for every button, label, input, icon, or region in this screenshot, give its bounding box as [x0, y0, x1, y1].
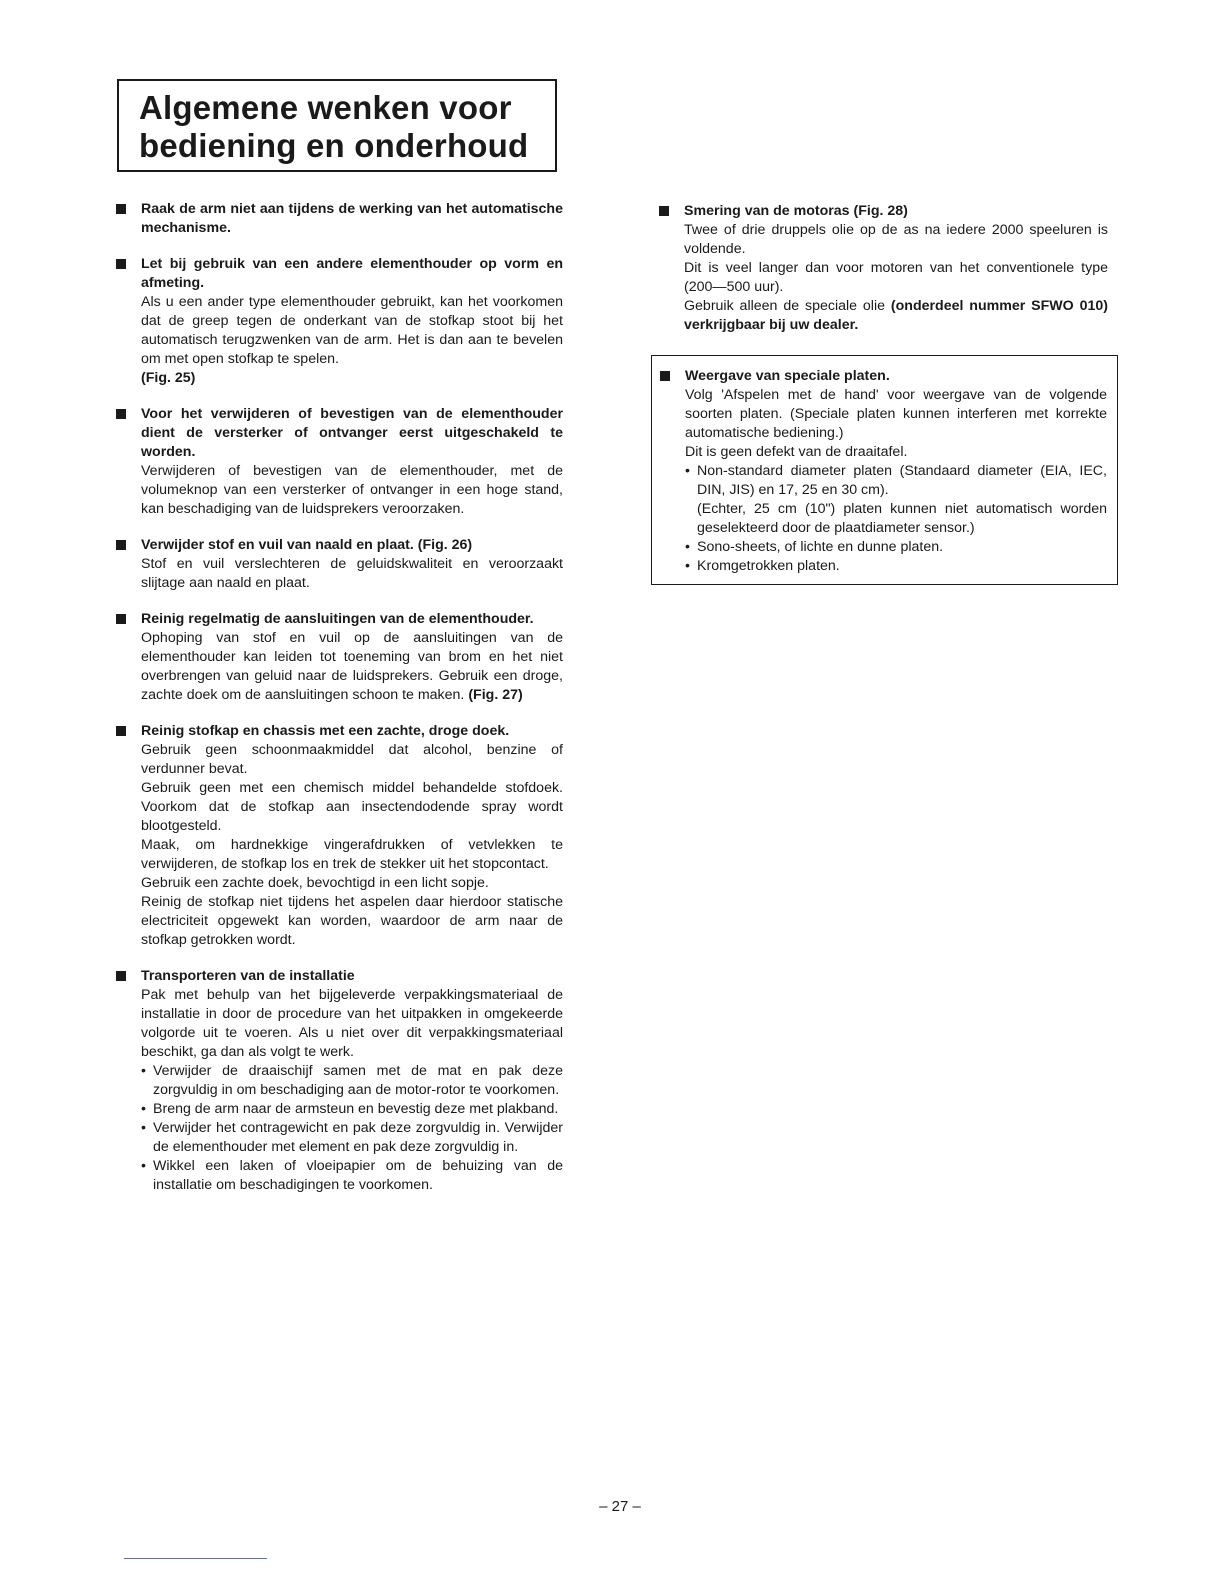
square-bullet-icon [116, 204, 126, 214]
section-heading: Let bij gebruik van een andere elementhouder op vorm en afmeting. [141, 256, 563, 291]
section-text: Gebruik alleen de speciale olie [684, 298, 891, 314]
bullet-dot-icon: • [685, 463, 690, 479]
list-item-text: Wikkel een laken of vloeipapier om de behuizing van de installatie om beschadigingen te voorkomen. [153, 1158, 563, 1193]
list-item-text: Verwijder de draaischijf samen met de mat en pak deze zorgvuldig in om beschadiging aan de motor-rotor te voorkomen. [153, 1063, 563, 1098]
section-transport [116, 967, 563, 1195]
section-cartridge-shape [116, 255, 563, 388]
section-body: Als u een ander type elementhouder gebruikt, kan het voorkomen dat de greep tegen de onderkant van de stofkap stoot bij het automatisch terugzwenken van de arm. Het is dan aan te bevelen om met open stofkap te spelen. [141, 294, 563, 367]
bullet-dot-icon: • [141, 1101, 146, 1117]
figure-reference: (Fig. 25) [141, 370, 196, 386]
bullet-dot-icon: • [685, 539, 690, 555]
section-clean-dustcover [116, 722, 563, 950]
section-paragraph: Twee of drie druppels olie op de as na iedere 2000 speeluren is voldende. [684, 222, 1108, 257]
section-body: Pak met behulp van het bijgeleverde verpakkingsmateriaal de installatie in door de procedure van het uitpakken in omgekeerde volgorde uit te voeren. Als u niet over dit verpakkingsmateriaal beschikt, ga dan als volgt te werk. [141, 987, 563, 1060]
list-item [685, 538, 1107, 557]
section-motor-lubrication [659, 202, 1108, 335]
section-clean-connections [116, 610, 563, 705]
square-bullet-icon [116, 726, 126, 736]
section-heading: Verwijder stof en vuil van naald en plaat. (Fig. 26) [141, 537, 473, 553]
section-body: Verwijderen of bevestigen van de elementhouder, met de volumeknop van een versterker of ontvanger in een hoge stand, kan beschadiging van de luidsprekers veroorzaken. [141, 463, 563, 517]
section-dust-removal [116, 536, 563, 593]
part-number-text: (onderdeel nummer SFWO 010) verkrijgbaar bij uw dealer. [684, 298, 1108, 333]
square-bullet-icon [659, 206, 669, 216]
square-bullet-icon [116, 971, 126, 981]
list-item [685, 462, 1107, 538]
page-title-line-2: bediening en onderhoud [139, 127, 529, 164]
section-heading: Smering van de motoras (Fig. 28) [684, 203, 908, 219]
section-paragraph: Gebruik geen schoonmaakmiddel dat alcohol, benzine of verdunner bevat. [141, 742, 563, 777]
page-number: – 27 – [599, 1498, 641, 1515]
square-bullet-icon [116, 409, 126, 419]
list-item-text: Sono-sheets, of lichte en dunne platen. [697, 539, 944, 555]
section-paragraph: Dit is geen defekt van de draaitafel. [685, 444, 908, 460]
section-heading: Raak de arm niet aan tijdens de werking van het automatische mechanisme. [141, 201, 563, 236]
special-records-box [651, 355, 1118, 585]
section-paragraph: Gebruik een zachte doek, bevochtigd in een licht sopje. [141, 875, 489, 891]
section-amplifier-off [116, 405, 563, 519]
section-paragraph: Maak, om hardnekkige vingerafdrukken of vetvlekken te verwijderen, de stofkap los en trek de stekker uit het stopcontact. [141, 837, 563, 872]
list-item [685, 557, 1107, 576]
section-paragraph: Gebruik geen met een chemisch middel behandelde stofdoek. Voorkom dat de stofkap aan insectendodende spray wordt blootgesteld. [141, 780, 563, 834]
right-column [659, 202, 1108, 585]
section-paragraph [684, 297, 1108, 335]
section-paragraph: Volg 'Afspelen met de hand' voor weergave van de volgende soorten platen. (Speciale platen kunnen interferen met korrekte automatische bediening.) [685, 387, 1107, 441]
list-item-text: Non-standard diameter platen (Standaard diameter (EIA, IEC, DIN, JIS) en 17, 25 en 30 cm). [697, 463, 1107, 498]
section-heading: Reinig regelmatig de aansluitingen van de elementhouder. [141, 611, 534, 627]
section-heading: Weergave van speciale platen. [685, 368, 890, 384]
left-column [116, 200, 563, 1212]
figure-reference: (Fig. 27) [468, 687, 523, 703]
bullet-dot-icon: • [685, 558, 690, 574]
footer-rule [124, 1558, 267, 1559]
bullet-dot-icon: • [141, 1063, 146, 1079]
section-arm-warning [116, 200, 563, 238]
section-paragraph: Dit is veel langer dan voor motoren van het conventionele type (200—500 uur). [684, 260, 1108, 295]
section-heading: Reinig stofkap en chassis met een zachte, droge doek. [141, 723, 510, 739]
list-item [141, 1062, 563, 1100]
list-item-text: Kromgetrokken platen. [697, 558, 840, 574]
section-heading: Transporteren van de installatie [141, 968, 355, 984]
section-body [141, 629, 563, 705]
list-item-text: Breng de arm naar de armsteun en bevestig deze met plakband. [153, 1101, 559, 1117]
section-paragraph: Reinig de stofkap niet tijdens het aspelen daar hierdoor statische electriciteit opgewekt kan worden, waardoor de arm naar de stofkap getrokken wordt. [141, 894, 563, 948]
bullet-dot-icon: • [141, 1120, 146, 1136]
section-special-records [660, 367, 1107, 576]
list-item [141, 1157, 563, 1195]
section-body: Stof en vuil verslechteren de geluidskwaliteit en veroorzaakt slijtage aan naald en plaat. [141, 556, 563, 591]
list-item [141, 1100, 563, 1119]
section-body-text: Ophoping van stof en vuil op de aansluitingen van de elementhouder kan leiden tot toeneming van brom en het niet overbrengen van geluid naar de luidsprekers. Gebruik een droge, zachte doek om de aansluitingen schoon te maken. [141, 630, 563, 703]
title-box [117, 79, 557, 172]
bullet-dot-icon: • [141, 1158, 146, 1174]
square-bullet-icon [116, 259, 126, 269]
page-title-line-1: Algemene wenken voor [139, 89, 512, 126]
square-bullet-icon [660, 371, 670, 381]
square-bullet-icon [116, 540, 126, 550]
list-item-text: Verwijder het contragewicht en pak deze zorgvuldig in. Verwijder de elementhouder met element en pak deze zorgvuldig in. [153, 1120, 563, 1155]
list-item [141, 1119, 563, 1157]
square-bullet-icon [116, 614, 126, 624]
section-heading: Voor het verwijderen of bevestigen van de elementhouder dient de versterker of ontvanger eerst uitgeschakeld te worden. [141, 406, 563, 460]
list-item-note: (Echter, 25 cm (10") platen kunnen niet automatisch worden geselekteerd door de plaatdiameter sensor.) [697, 501, 1107, 536]
